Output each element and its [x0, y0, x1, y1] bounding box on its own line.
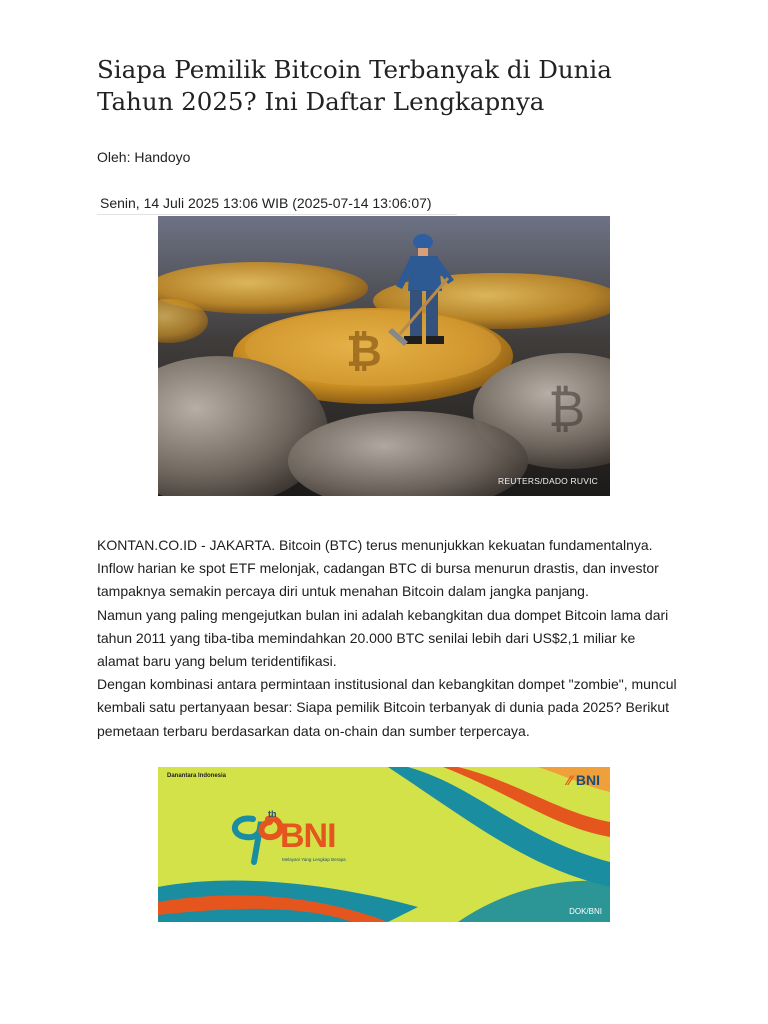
danantara-logo: Danantara Indonesia [167, 773, 227, 779]
bni-mark-icon: ⁄⁄ [567, 772, 576, 788]
ad-background [158, 767, 610, 922]
photo-credit: REUTERS/DADO RUVIC [498, 476, 598, 486]
bni-brand-label: BNI [575, 772, 600, 788]
article-body [97, 534, 677, 743]
bni-logo-top [567, 772, 600, 788]
article-paragraph: KONTAN.CO.ID - JAKARTA. Bitcoin (BTC) terus menunjukkan kekuatan fundamentalnya. Inflow harian ke spot ETF melonjak, cadangan BTC di bursa menurun drastis, dan investor tampaknya semakin percaya diri untuk menahan Bitcoin dalam jangka panjang. [97, 537, 659, 600]
svg-text:₿: ₿ [548, 380, 586, 438]
article-paragraph: Dengan kombinasi antara permintaan institusional dan kebangkitan dompet "zombie", muncul kembali satu pertanyaan besar: Siapa pemilik Bitcoin terbanyak di dunia pada 2025? Berikut pemetaan terbaru berdasarkan data on-chain dan sumber terpercaya. [97, 676, 677, 739]
bni-advertisement[interactable] [158, 767, 610, 922]
publish-date: Senin, 14 Juli 2025 13:06 WIB (2025-07-14 13:06:07) [97, 195, 457, 215]
ad-credit: DOK/BNI [569, 907, 602, 916]
svg-text:₿: ₿ [346, 326, 382, 377]
hero-image [158, 216, 610, 496]
article-paragraph: Namun yang paling mengejutkan bulan ini adalah kebangkitan dua dompet Bitcoin lama dari tahun 2011 yang tiba-tiba memindahkan 20.000 BTC senilai lebih dari US$2,1 miliar ke alamat baru yang belum teridentifikasi. [97, 606, 669, 670]
article-title: Siapa Pemilik Bitcoin Terbanyak di Dunia Tahun 2025? Ini Daftar Lengkapnya [97, 55, 612, 116]
bni-brand-main: BNI [280, 817, 336, 855]
anniversary-suffix: th [268, 809, 277, 819]
bitcoin-miner-photo [158, 216, 610, 496]
ad-tagline: Melayani Yang Lengkap Berapa [282, 857, 346, 862]
author-byline: Oleh: Handoyo [97, 149, 191, 165]
